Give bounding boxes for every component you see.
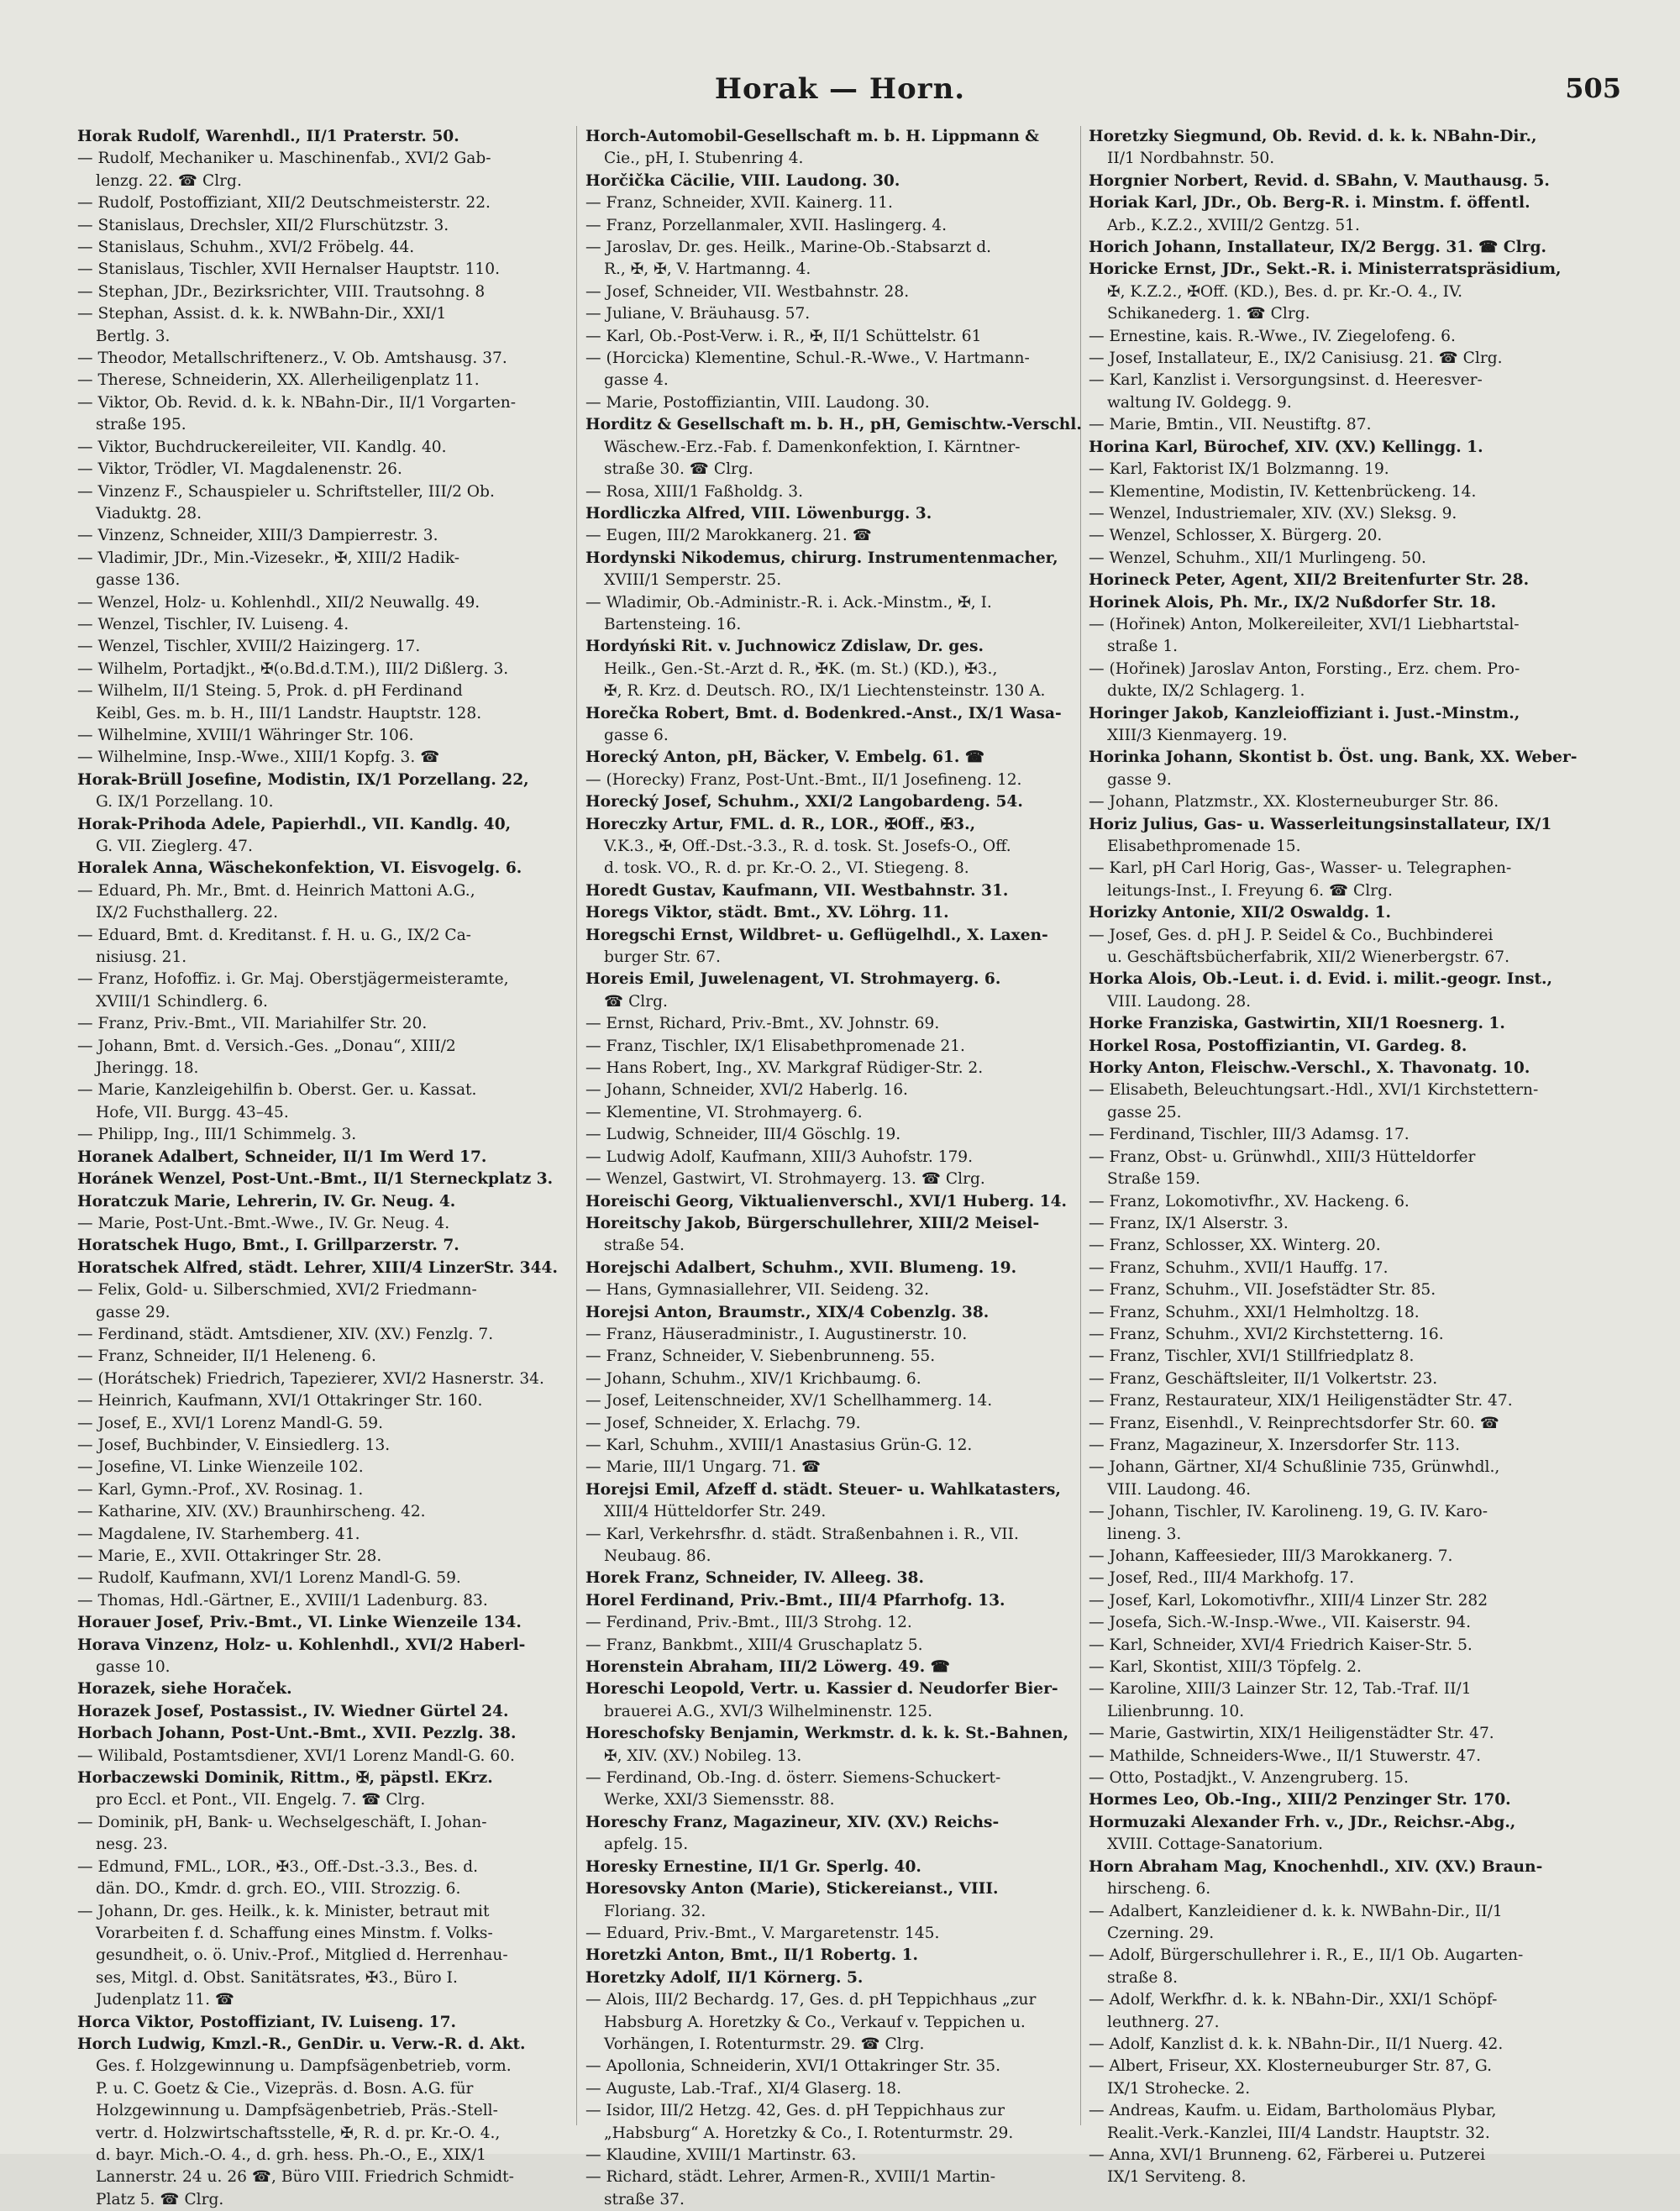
entry-heading: Horatschek Hugo, Bmt., I. Grillparzerstr. 7. (77, 1237, 459, 1255)
entry-continuation: straße 1. (1107, 638, 1179, 656)
entry-line: — Thomas, Hdl.-Gärtner, E., XVIII/1 Ladenburg. 83. (77, 1591, 488, 1610)
entry-line: — Franz, Geschäftsleiter, II/1 Volkertstr. 23. (1089, 1369, 1438, 1388)
entry-line: — Juliane, V. Bräuhausg. 57. (585, 305, 811, 323)
entry-continuation: gasse 4. (604, 371, 669, 390)
entry-line: — Adalbert, Kanzleidiener d. k. k. NWBahn-Dir., II/1 (1089, 1902, 1503, 1920)
entry-continuation: gasse 29. (96, 1303, 171, 1321)
entry-continuation: nesg. 23. (96, 1835, 168, 1854)
entry-continuation: V.K.3., ✠, Off.-Dst.-3.3., R. d. tosk. St. Josefs-O., Off. (604, 838, 1011, 855)
entry-line: — Ernst, Richard, Priv.-Bmt., XV. Johnstr. 69. (585, 1015, 940, 1033)
entry-continuation: Heilk., Gen.-St.-Arzt d. R., ✠K. (m. St.) (KD.), ✠3., (604, 659, 998, 678)
entry-line: — Philipp, Ing., III/1 Schimmelg. 3. (77, 1126, 357, 1144)
entry-line: — Stephan, JDr., Bezirksrichter, VIII. Trautsohng. 8 (77, 282, 486, 301)
entry-heading: Horinka Johann, Skontist b. Öst. ung. Bank, XX. Weber- (1089, 748, 1578, 767)
entry-heading: Horch Ludwig, Kmzl.-R., GenDir. u. Verw.-R. d. Akt. (77, 2035, 526, 2053)
entry-line: — Viktor, Buchdruckereileiter, VII. Kandlg. 40. (77, 438, 447, 456)
entry-continuation: Straße 159. (1107, 1170, 1200, 1189)
entry-line: — Ludwig Adolf, Kaufmann, XIII/3 Auhofstr. 179. (585, 1148, 974, 1166)
entry-line: — Adolf, Werkfhr. d. k. k. NBahn-Dir., XXI/1 Schöpf- (1089, 1991, 1498, 2009)
entry-line: — Vinzenz F., Schauspieler u. Schriftsteller, III/2 Ob. (77, 482, 495, 501)
running-head: Horak — Horn. (714, 72, 966, 106)
entry-heading: Hormes Leo, Ob.-Ing., XIII/2 Penzinger Str. 170. (1089, 1791, 1511, 1809)
entry-heading: Horeczky Artur, FML. d. R., LOR., ✠Off., ✠3., (585, 815, 976, 833)
entry-line: — Franz, Schneider, II/1 Heleneng. 6. (77, 1347, 376, 1366)
entry-line: — Marie, Bmtin., VII. Neustiftg. 87. (1089, 416, 1372, 434)
entry-heading: Horazek, siehe Horaček. (77, 1680, 292, 1699)
entry-continuation: gasse 6. (604, 726, 669, 744)
entry-line: — Franz, Eisenhdl., V. Reinprechtsdorfer Str. 60. ☎ (1089, 1414, 1499, 1432)
entry-heading: Horca Viktor, Postoffiziant, IV. Luiseng. 17. (77, 2013, 457, 2031)
entry-line: — Magdalene, IV. Starhemberg. 41. (77, 1525, 360, 1543)
entry-continuation: Vorhängen, I. Rotenturmstr. 29. ☎ Clrg. (604, 2035, 925, 2053)
entry-heading: Horanek Adalbert, Schneider, II/1 Im Werd 17. (77, 1148, 487, 1166)
entry-line: — Johann, Schneider, XVI/2 Haberlg. 16. (585, 1081, 908, 1100)
entry-line: — Josef, Installateur, E., IX/2 Canisiusg. 21. ☎ Clrg. (1089, 349, 1503, 368)
entry-line: — Katharine, XIV. (XV.) Braunhirscheng. 42. (77, 1503, 426, 1521)
entry-heading: Horgnier Norbert, Revid. d. SBahn, V. Mauthausg. 5. (1089, 171, 1550, 190)
entry-line: — Wladimir, Ob.-Administr.-R. i. Ack.-Minstm., ✠, I. (585, 593, 992, 612)
entry-continuation: hirscheng. 6. (1107, 1880, 1211, 1899)
entry-line: — Karl, Verkehrsfhr. d. städt. Straßenbahnen i. R., VII. (585, 1525, 1019, 1543)
entry-heading: Horejsi Emil, Afzeff d. städt. Steuer- u. Wahlkatasters, (585, 1480, 1061, 1499)
entry-line: — Franz, Schneider, XVII. Kainerg. 11. (585, 194, 893, 213)
entry-line: — Viktor, Trödler, VI. Magdalenenstr. 26. (77, 460, 402, 479)
entry-continuation: burger Str. 67. (604, 948, 721, 967)
entry-line: — Wenzel, Schlosser, X. Bürgerg. 20. (1089, 527, 1383, 545)
entry-continuation: Platz 5. ☎ Clrg. (96, 2190, 224, 2208)
entry-continuation: VIII. Laudong. 28. (1107, 992, 1252, 1011)
entry-line: — Wilhelm, Portadjkt., ✠(o.Bd.d.T.M.), III/2 Dißlerg. 3. (77, 659, 509, 678)
entry-line: — Stanislaus, Schuhm., XVI/2 Fröbelg. 44. (77, 239, 415, 257)
entry-line: — Vinzenz, Schneider, XIII/3 Dampierrestr. 3. (77, 527, 438, 545)
entry-line: — Rudolf, Kaufmann, XVI/1 Lorenz Mandl-G. 59. (77, 1569, 461, 1588)
entry-line: — Eduard, Bmt. d. Kreditanst. f. H. u. G., IX/2 Ca- (77, 926, 471, 944)
entry-heading: Horečka Robert, Bmt. d. Bodenkred.-Anst., IX/1 Wasa- (585, 704, 1062, 722)
entry-line: — Johann, Tischler, IV. Karolineng. 19, G. IV. Karo- (1089, 1503, 1488, 1521)
entry-line: — Ferdinand, Priv.-Bmt., III/3 Strohg. 12. (585, 1614, 912, 1632)
entry-line: — Marie, Gastwirtin, XIX/1 Heiligenstädter Str. 47. (1089, 1725, 1494, 1743)
entry-line: — Albert, Friseur, XX. Klosterneuburger Str. 87, G. (1089, 2057, 1493, 2076)
entry-line: — Karl, Kanzlist i. Versorgungsinst. d. Heeresver- (1089, 371, 1483, 390)
entry-continuation: Floriang. 32. (604, 1902, 706, 1920)
entry-line: — Marie, Post-Unt.-Bmt.-Wwe., IV. Gr. Neug. 4. (77, 1214, 450, 1232)
entry-heading: Horava Vinzenz, Holz- u. Kohlenhdl., XVI/2 Haberl- (77, 1636, 526, 1654)
entry-heading: Horeischi Georg, Viktualienverschl., XVI/1 Huberg. 14. (585, 1192, 1068, 1211)
entry-heading: Horka Alois, Ob.-Leut. i. d. Evid. i. milit.-geogr. Inst., (1089, 970, 1552, 989)
entry-continuation: dän. DO., Kmdr. d. grch. EO., VIII. Strozzig. 6. (96, 1880, 461, 1899)
entry-continuation: apfelg. 15. (604, 1835, 689, 1854)
entry-continuation: lineng. 3. (1107, 1525, 1182, 1543)
entry-line: — Auguste, Lab.-Traf., XI/4 Glaserg. 18. (585, 2079, 902, 2098)
entry-line: — Karl, pH Carl Horig, Gas-, Wasser- u. Telegraphen- (1089, 859, 1512, 878)
entry-continuation: Realit.-Verk.-Kanzlei, III/4 Landstr. Hauptstr. 32. (1107, 2124, 1490, 2142)
entry-line: — Richard, städt. Lehrer, Armen-R., XVIII/1 Martin- (585, 2168, 996, 2187)
entry-heading: Horauer Josef, Priv.-Bmt., VI. Linke Wienzeile 134. (77, 1614, 522, 1632)
entry-line: — Josef, Leitenschneider, XV/1 Schellhammerg. 14. (585, 1392, 993, 1410)
entry-line: — Klaudine, XVIII/1 Martinstr. 63. (585, 2145, 857, 2164)
entry-heading: Horiz Julius, Gas- u. Wasserleitungsinstallateur, IX/1 (1089, 815, 1552, 833)
entry-continuation: pro Eccl. et Pont., VII. Engelg. 7. ☎ Clrg. (96, 1791, 426, 1809)
entry-continuation: Hofe, VII. Burgg. 43–45. (96, 1103, 289, 1121)
entry-continuation: d. tosk. VO., R. d. pr. Kr.-O. 2., VI. Stiegeng. 8. (604, 859, 969, 878)
entry-heading: Horánek Wenzel, Post-Unt.-Bmt., II/1 Sterneckplatz 3. (77, 1170, 554, 1189)
entry-continuation: Holzgewinnung u. Dampfsägenbetrieb, Präs.-Stell- (96, 2102, 498, 2120)
entry-continuation: ✠, XIV. (XV.) Nobileg. 13. (604, 1746, 802, 1765)
entry-line: — Franz, Schuhm., VII. Josefstädter Str. 85. (1089, 1281, 1436, 1300)
entry-line: — Eduard, Ph. Mr., Bmt. d. Heinrich Mattoni A.G., (77, 881, 475, 900)
entry-line: — Rudolf, Mechaniker u. Maschinenfab., XVI/2 Gab- (77, 150, 491, 168)
entry-heading: Horineck Peter, Agent, XII/2 Breitenfurter Str. 28. (1089, 571, 1530, 590)
entry-continuation: Wäschew.-Erz.-Fab. f. Damenkonfektion, I. Kärntner- (604, 438, 1021, 456)
entry-heading: Horak-Prihoda Adele, Papierhdl., VII. Kandlg. 40, (77, 815, 512, 833)
entry-heading: Horinek Alois, Ph. Mr., IX/2 Nußdorfer Str. 18. (1089, 593, 1497, 612)
entry-line: — Franz, Schneider, V. Siebenbrunneng. 55. (585, 1347, 936, 1366)
entry-line: — Ludwig, Schneider, III/4 Göschlg. 19. (585, 1126, 901, 1144)
entry-line: — (Horecky) Franz, Post-Unt.-Bmt., II/1 Josefineng. 12. (585, 770, 1022, 789)
entry-continuation: brauerei A.G., XVI/3 Wilhelminenstr. 125. (604, 1702, 933, 1720)
entry-heading: Hormuzaki Alexander Frh. v., JDr., Reichsr.-Abg., (1089, 1813, 1516, 1831)
entry-line: — Franz, Schlosser, XX. Winterg. 20. (1089, 1237, 1381, 1255)
entry-line: — Franz, Häuseradministr., I. Augustinerstr. 10. (585, 1325, 968, 1343)
entry-continuation: Arb., K.Z.2., XVIII/2 Gentzg. 51. (1107, 216, 1360, 234)
entry-heading: Horinger Jakob, Kanzleioffiziant i. Just.-Minstm., (1089, 704, 1520, 722)
entry-heading: Horeschi Leopold, Vertr. u. Kassier d. Neudorfer Bier- (585, 1680, 1058, 1699)
entry-continuation: G. IX/1 Porzellang. 10. (96, 793, 274, 811)
entry-line: — Felix, Gold- u. Silberschmied, XVI/2 Friedmann- (77, 1281, 477, 1300)
entry-continuation: Bertlg. 3. (96, 327, 171, 345)
entry-line: — Josef, Schneider, VII. Westbahnstr. 28. (585, 282, 910, 301)
entry-heading: Horčička Cäcilie, VIII. Laudong. 30. (585, 171, 900, 190)
entry-line: — Theodor, Metallschriftenerz., V. Ob. Amtshausg. 37. (77, 349, 507, 368)
entry-line: — (Hořinek) Anton, Molkereileiter, XVI/1 Liebhartstal- (1089, 615, 1520, 633)
entry-line: — Heinrich, Kaufmann, XVI/1 Ottakringer Str. 160. (77, 1392, 483, 1410)
entry-line: — Wenzel, Tischler, IV. Luiseng. 4. (77, 615, 349, 633)
entry-continuation: Keibl, Ges. m. b. H., III/1 Landstr. Hauptstr. 128. (96, 704, 482, 722)
entry-continuation: ses, Mitgl. d. Obst. Sanitätsrates, ✠3., Büro I. (96, 1968, 458, 1987)
entry-line: — Wilhelmine, XVIII/1 Währinger Str. 106. (77, 726, 414, 744)
entry-heading: Horch-Automobil-Gesellschaft m. b. H. Lippmann & (585, 128, 1039, 145)
column-1 (77, 126, 590, 2208)
entry-line: — Eduard, Priv.-Bmt., V. Margaretenstr. 145. (585, 1924, 940, 1942)
entry-continuation: Viaduktg. 28. (96, 504, 202, 523)
entry-heading: Horecký Anton, pH, Bäcker, V. Embelg. 61. ☎ (585, 748, 984, 767)
entry-heading: Horich Johann, Installateur, IX/2 Bergg. 31. ☎ Clrg. (1089, 239, 1546, 257)
entry-continuation: Habsburg A. Horetzky & Co., Verkauf v. Teppichen u. (604, 2013, 1026, 2031)
entry-heading: Horetzki Anton, Bmt., II/1 Robertg. 1. (585, 1946, 918, 1965)
entry-continuation: u. Geschäftsbücherfabrik, XII/2 Wienerbergstr. 67. (1107, 948, 1509, 967)
entry-line: — Franz, Tischler, IX/1 Elisabethpromenade 21. (585, 1037, 965, 1055)
entry-heading: Hordynski Nikodemus, chirurg. Instrumentenmacher, (585, 549, 1058, 567)
entry-line: — Karl, Skontist, XIII/3 Töpfelg. 2. (1089, 1658, 1362, 1677)
entry-heading: Horak Rudolf, Warenhdl., II/1 Praterstr. 50. (77, 128, 459, 145)
entry-heading: Horegschi Ernst, Wildbret- u. Geflügelhdl., X. Laxen- (585, 926, 1048, 944)
entry-continuation: Bartensteing. 16. (604, 615, 742, 633)
page-header (59, 72, 1621, 114)
entry-line: — Josef, Ges. d. pH J. P. Seidel & Co., Buchbinderei (1089, 926, 1494, 944)
entry-line: — Alois, III/2 Bechardg. 17, Ges. d. pH Teppichhaus „zur (585, 1991, 1037, 2009)
entry-continuation: Lilienbrunng. 10. (1107, 1702, 1245, 1720)
entry-continuation: straße 54. (604, 1237, 685, 1255)
entry-line: — Otto, Postadjkt., V. Anzengruberg. 15. (1089, 1769, 1409, 1788)
entry-line: — Viktor, Ob. Revid. d. k. k. NBahn-Dir., II/1 Vorgarten- (77, 393, 516, 412)
entry-line: — Johann, Kaffeesieder, III/3 Marokkanerg. 7. (1089, 1547, 1453, 1565)
entry-line: — Isidor, III/2 Hetzg. 42, Ges. d. pH Teppichhaus zur (585, 2102, 1005, 2120)
entry-heading: Horiak Karl, JDr., Ob. Berg-R. i. Minstm. f. öffentl. (1089, 194, 1530, 213)
entry-continuation: gasse 25. (1107, 1103, 1182, 1121)
entry-line: — Franz, Tischler, XVI/1 Stillfriedplatz 8. (1089, 1347, 1415, 1366)
entry-line: — Ferdinand, Tischler, III/3 Adamsg. 17. (1089, 1126, 1410, 1144)
entry-line: — Franz, IX/1 Alserstr. 3. (1089, 1214, 1289, 1232)
entry-heading: Horedt Gustav, Kaufmann, VII. Westbahnstr. 31. (585, 881, 1009, 900)
entry-line: — Josef, E., XVI/1 Lorenz Mandl-G. 59. (77, 1414, 383, 1432)
entry-line: — Josef, Karl, Lokomotivfhr., XIII/4 Linzer Str. 282 (1089, 1591, 1488, 1610)
entry-continuation: Lannerstr. 24 u. 26 ☎, Büro VIII. Friedrich Schmidt- (96, 2168, 514, 2187)
entry-line: — Franz, Hofoffiz. i. Gr. Maj. Oberstjägermeisteramte, (77, 970, 509, 989)
entry-line: — Karl, Schuhm., XVIII/1 Anastasius Grün-G. 12. (585, 1436, 973, 1454)
entry-heading: Horak-Brüll Josefine, Modistin, IX/1 Porzellang. 22, (77, 770, 529, 789)
entry-line: — Franz, Bankbmt., XIII/4 Gruschaplatz 5. (585, 1636, 923, 1654)
entry-heading: Horina Karl, Bürochef, XIV. (XV.) Kellingg. 1. (1089, 438, 1483, 456)
entry-line: — (Hořinek) Jaroslav Anton, Forsting., Erz. chem. Pro- (1089, 659, 1520, 678)
entry-continuation: Judenplatz 11. ☎ (96, 1991, 235, 2009)
entry-line: — Elisabeth, Beleuchtungsart.-Hdl., XVI/1 Kirchstettern- (1089, 1081, 1539, 1100)
entry-line: — Josef, Schneider, X. Erlachg. 79. (585, 1414, 861, 1432)
entry-heading: Horazek Josef, Postassist., IV. Wiedner Gürtel 24. (77, 1702, 509, 1720)
entry-heading: Horeschofsky Benjamin, Werkmstr. d. k. k. St.-Bahnen, (585, 1725, 1069, 1743)
entry-continuation: gasse 10. (96, 1658, 171, 1677)
entry-continuation: Vorarbeiten f. d. Schaffung eines Minstm. f. Volks- (96, 1924, 493, 1942)
entry-continuation: dukte, IX/2 Schlagerg. 1. (1107, 682, 1305, 701)
entry-line: — Wenzel, Holz- u. Kohlenhdl., XII/2 Neuwallg. 49. (77, 593, 480, 612)
entry-line: — Eugen, III/2 Marokkanerg. 21. ☎ (585, 527, 872, 545)
entry-heading: Horeschy Franz, Magazineur, XIV. (XV.) Reichs- (585, 1813, 1000, 1831)
entry-heading: Hordyński Rit. v. Juchnowicz Zdislaw, Dr. ges. (585, 638, 984, 656)
entry-line: — Dominik, pH, Bank- u. Wechselgeschäft, I. Johan- (77, 1813, 487, 1831)
entry-line: — Josef, Red., III/4 Markhofg. 17. (1089, 1569, 1355, 1588)
entry-line: — Johann, Gärtner, XI/4 Schußlinie 735, Grünwhdl., (1089, 1458, 1500, 1477)
entry-heading: Horalek Anna, Wäschekonfektion, VI. Eisvogelg. 6. (77, 859, 522, 878)
entry-heading: Horetzky Siegmund, Ob. Revid. d. k. k. NBahn-Dir., (1089, 128, 1537, 145)
entry-continuation: IX/1 Serviteng. 8. (1107, 2168, 1247, 2187)
entry-line: — Franz, Schuhm., XXI/1 Helmholtzg. 18. (1089, 1303, 1420, 1321)
page-number: 505 (1565, 72, 1621, 104)
entry-continuation: ✠, K.Z.2., ✠Off. (KD.), Bes. d. pr. Kr.-O. 4., IV. (1107, 282, 1463, 301)
entry-line: — Karl, Faktorist IX/1 Bolzmanng. 19. (1089, 460, 1389, 479)
entry-line: — Vladimir, JDr., Min.-Vizesekr., ✠, XIII/2 Hadik- (77, 549, 460, 567)
entry-heading: Horky Anton, Fleischw.-Verschl., X. Thavonatg. 10. (1089, 1059, 1530, 1078)
entry-line: — Klementine, VI. Strohmayerg. 6. (585, 1103, 863, 1121)
entry-heading: Horesovsky Anton (Marie), Stickereianst., VIII. (585, 1880, 999, 1899)
entry-line: — Josefa, Sich.-W.-Insp.-Wwe., VII. Kaiserstr. 94. (1089, 1614, 1472, 1632)
entry-line: — Johann, Platzmstr., XX. Klosterneuburger Str. 86. (1089, 793, 1499, 811)
entry-heading: Horn Abraham Mag, Knochenhdl., XIV. (XV.) Braun- (1089, 1857, 1543, 1876)
entry-continuation: gasse 9. (1107, 770, 1172, 789)
entry-heading: Horditz & Gesellschaft m. b. H., pH, Gemischtw.-Verschl. (585, 416, 1082, 434)
entry-continuation: gesundheit, o. ö. Univ.-Prof., Mitglied d. Herrenhau- (96, 1946, 508, 1965)
entry-continuation: „Habsburg“ A. Horetzky & Co., I. Rotenturmstr. 29. (604, 2124, 1014, 2142)
entry-continuation: XIII/4 Hütteldorfer Str. 249. (604, 1503, 827, 1521)
entry-line: — Wilhelm, II/1 Steing. 5, Prok. d. pH Ferdinand (77, 682, 463, 701)
entry-heading: Horeitschy Jakob, Bürgerschullehrer, XIII/2 Meisel- (585, 1214, 1040, 1232)
entry-line: — Karl, Schneider, XVI/4 Friedrich Kaiser-Str. 5. (1089, 1636, 1473, 1654)
entry-line: — Franz, Magazineur, X. Inzersdorfer Str. 113. (1089, 1436, 1460, 1454)
entry-heading: Horeis Emil, Juwelenagent, VI. Strohmayerg. 6. (585, 970, 1001, 989)
entry-continuation: Czerning. 29. (1107, 1924, 1215, 1942)
entry-continuation: straße 8. (1107, 1968, 1179, 1987)
entry-continuation: IX/1 Strohecke. 2. (1107, 2079, 1251, 2098)
entry-line: — Rudolf, Postoffiziant, XII/2 Deutschmeisterstr. 22. (77, 194, 491, 213)
entry-continuation: R., ✠, ✠, V. Hartmanng. 4. (604, 260, 811, 279)
entry-line: — Stephan, Assist. d. k. k. NWBahn-Dir., XXI/1 (77, 305, 447, 323)
entry-heading: Horek Franz, Schneider, IV. Alleeg. 38. (585, 1569, 924, 1588)
entry-continuation: Jheringg. 18. (96, 1059, 199, 1078)
entry-continuation: straße 37. (604, 2190, 685, 2208)
entry-heading: Horizky Antonie, XII/2 Oswaldg. 1. (1089, 904, 1392, 922)
entry-line: — Franz, Priv.-Bmt., VII. Mariahilfer Str. 20. (77, 1015, 428, 1033)
entry-line: — Hans, Gymnasiallehrer, VII. Seideng. 32. (585, 1281, 929, 1300)
entry-line: — Franz, Obst- u. Grünwhdl., XIII/3 Hütteldorfer (1089, 1148, 1476, 1166)
entry-heading: Horel Ferdinand, Priv.-Bmt., III/4 Pfarrhofg. 13. (585, 1591, 1005, 1610)
entry-continuation: P. u. C. Goetz & Cie., Vizepräs. d. Bosn. A.G. für (96, 2079, 474, 2098)
entry-heading: Horkel Rosa, Postoffiziantin, VI. Gardeg. 8. (1089, 1037, 1467, 1055)
column-3 (1089, 126, 1616, 2187)
entry-line: — Franz, Lokomotivfhr., XV. Hackeng. 6. (1089, 1192, 1410, 1211)
entry-heading: Horejschi Adalbert, Schuhm., XVII. Blumeng. 19. (585, 1258, 1017, 1277)
entry-line: — Wenzel, Industriemaler, XIV. (XV.) Sleksg. 9. (1089, 504, 1457, 523)
entry-heading: Horbach Johann, Post-Unt.-Bmt., XVII. Pezzlg. 38. (77, 1725, 517, 1743)
entry-heading: Horke Franziska, Gastwirtin, XII/1 Roesnerg. 1. (1089, 1015, 1505, 1033)
entry-continuation: leuthnerg. 27. (1107, 2013, 1220, 2031)
entry-line: — Ferdinand, städt. Amtsdiener, XIV. (XV.) Fenzlg. 7. (77, 1325, 494, 1343)
entry-line: — Johann, Dr. ges. Heilk., k. k. Minister, betraut mit (77, 1902, 490, 1920)
entry-line: — Wenzel, Schuhm., XII/1 Murlingeng. 50. (1089, 549, 1426, 567)
entry-heading: Horejsi Anton, Braumstr., XIX/4 Cobenzlg. 38. (585, 1303, 990, 1321)
entry-line: — Karl, Ob.-Post-Verw. i. R., ✠, II/1 Schüttelstr. 61 (585, 327, 982, 345)
entry-line: — Jaroslav, Dr. ges. Heilk., Marine-Ob.-Stabsarzt d. (585, 239, 992, 257)
entry-line: — Marie, Postoffiziantin, VIII. Laudong. 30. (585, 393, 930, 412)
entry-line: — Johann, Schuhm., XIV/1 Krichbaumg. 6. (585, 1369, 921, 1388)
entry-line: — Adolf, Bürgerschullehrer i. R., E., II/1 Ob. Augarten- (1089, 1946, 1524, 1965)
entry-line: — Stanislaus, Tischler, XVII Hernalser Hauptstr. 110. (77, 260, 500, 279)
entry-continuation: Neubaug. 86. (604, 1547, 711, 1565)
entry-line: — Karl, Gymn.-Prof., XV. Rosinag. 1. (77, 1480, 364, 1499)
entry-line: — Franz, Schuhm., XVI/2 Kirchstetterng. 16. (1089, 1325, 1444, 1343)
entry-line: — Klementine, Modistin, IV. Kettenbrückeng. 14. (1089, 482, 1477, 501)
entry-continuation: XIII/3 Kienmayerg. 19. (1107, 726, 1288, 744)
entry-continuation: XVIII/1 Schindlerg. 6. (96, 992, 268, 1011)
entry-continuation: Schikanederg. 1. ☎ Clrg. (1107, 305, 1310, 323)
entry-continuation: XVIII. Cottage-Sanatorium. (1107, 1835, 1324, 1854)
entry-heading: Horegs Viktor, städt. Bmt., XV. Löhrg. 11. (585, 904, 949, 922)
entry-continuation: Ges. f. Holzgewinnung u. Dampfsägenbetrieb, vorm. (96, 2057, 512, 2076)
entry-heading: Horbaczewski Dominik, Rittm., ✠, päpstl. EKrz. (77, 1769, 493, 1788)
entry-line: — Rosa, XIII/1 Faßholdg. 3. (585, 482, 804, 501)
entry-continuation: ✠, R. Krz. d. Deutsch. RO., IX/1 Liechtensteinstr. 130 A. (604, 682, 1046, 701)
entry-line: — Franz, Schuhm., XVII/1 Hauffg. 17. (1089, 1258, 1389, 1277)
entry-continuation: d. bayr. Mich.-O. 4., d. grh. hess. Ph.-O., E., XIX/1 (96, 2145, 486, 2164)
entry-continuation: leitungs-Inst., I. Freyung 6. ☎ Clrg. (1107, 881, 1393, 900)
entry-continuation: IX/2 Fuchsthallerg. 22. (96, 904, 279, 922)
entry-continuation: Cie., pH, I. Stubenring 4. (604, 150, 804, 168)
entry-continuation: straße 30. ☎ Clrg. (604, 460, 753, 479)
entry-heading: Hordliczka Alfred, VIII. Löwenburgg. 3. (585, 504, 932, 523)
entry-line: — (Horátschek) Friedrich, Tapezierer, XVI/2 Hasnerstr. 34. (77, 1369, 544, 1388)
entry-continuation: G. VII. Zieglerg. 47. (96, 838, 253, 855)
entry-heading: Horetzky Adolf, II/1 Körnerg. 5. (585, 1968, 864, 1987)
entry-line: — Andreas, Kaufm. u. Eidam, Bartholomäus Plybar, (1089, 2102, 1497, 2120)
entry-line: — Mathilde, Schneiders-Wwe., II/1 Stuwerstr. 47. (1089, 1746, 1482, 1765)
entry-line: — Hans Robert, Ing., XV. Markgraf Rüdiger-Str. 2. (585, 1059, 984, 1078)
column-2 (585, 126, 1098, 2208)
entry-line: — Karoline, XIII/3 Lainzer Str. 12, Tab.-Traf. II/1 (1089, 1680, 1472, 1699)
entry-heading: Horatschek Alfred, städt. Lehrer, XIII/4 LinzerStr. 344. (77, 1258, 558, 1277)
entry-line: — Stanislaus, Drechsler, XII/2 Flurschützstr. 3. (77, 216, 449, 234)
entry-continuation: Elisabethpromenade 15. (1107, 838, 1301, 855)
entry-continuation: waltung IV. Goldegg. 9. (1107, 393, 1292, 412)
entry-line: — Ferdinand, Ob.-Ing. d. österr. Siemens-Schuckert- (585, 1769, 1001, 1788)
entry-line: — Marie, E., XVII. Ottakringer Str. 28. (77, 1547, 382, 1565)
entry-line: — (Horcicka) Klementine, Schul.-R.-Wwe., V. Hartmann- (585, 349, 1030, 368)
entry-continuation: II/1 Nordbahnstr. 50. (1107, 150, 1275, 168)
entry-line: — Johann, Bmt. d. Versich.-Ges. „Donau“, XIII/2 (77, 1037, 456, 1055)
entry-continuation: XVIII/1 Semperstr. 25. (604, 571, 782, 590)
entry-line: — Franz, Restaurateur, XIX/1 Heiligenstädter Str. 47. (1089, 1392, 1513, 1410)
entry-line: — Wilhelmine, Insp.-Wwe., XIII/1 Kopfg. 3. ☎ (77, 748, 440, 767)
entry-heading: Horenstein Abraham, III/2 Löwerg. 49. ☎ (585, 1658, 950, 1677)
entry-line: — Marie, III/1 Ungarg. 71. ☎ (585, 1458, 822, 1477)
entry-heading: Horecký Josef, Schuhm., XXI/2 Langobardeng. 54. (585, 793, 1023, 811)
entry-line: — Edmund, FML., LOR., ✠3., Off.-Dst.-3.3., Bes. d. (77, 1857, 479, 1876)
entry-line: — Therese, Schneiderin, XX. Allerheiligenplatz 11. (77, 371, 480, 390)
entry-heading: Horicke Ernst, JDr., Sekt.-R. i. Ministerratspräsidium, (1089, 260, 1562, 279)
entry-line: — Franz, Porzellanmaler, XVII. Haslingerg. 4. (585, 216, 948, 234)
entry-continuation: Werke, XXI/3 Siemensstr. 88. (604, 1791, 835, 1809)
entry-line: — Wenzel, Tischler, XVIII/2 Haizingerg. 17. (77, 638, 421, 656)
entry-line: — Apollonia, Schneiderin, XVI/1 Ottakringer Str. 35. (585, 2057, 1001, 2076)
entry-line: — Anna, XVI/1 Brunneng. 62, Färberei u. Putzerei (1089, 2145, 1486, 2164)
entry-continuation: vertr. d. Holzwirtschaftsstelle, ✠, R. d. pr. Kr.-O. 4., (96, 2124, 501, 2142)
entry-line: — Josef, Buchbinder, V. Einsiedlerg. 13. (77, 1436, 391, 1454)
entry-line: — Wilibald, Postamtsdiener, XVI/1 Lorenz Mandl-G. 60. (77, 1746, 515, 1765)
entry-line: — Adolf, Kanzlist d. k. k. NBahn-Dir., II/1 Nuerg. 42. (1089, 2035, 1504, 2053)
entry-heading: Horesky Ernestine, II/1 Gr. Sperlg. 40. (585, 1857, 921, 1876)
entry-continuation: straße 195. (96, 416, 186, 434)
entry-continuation: gasse 136. (96, 571, 181, 590)
entry-continuation: VIII. Laudong. 46. (1107, 1480, 1252, 1499)
entry-line: — Wenzel, Gastwirt, VI. Strohmayerg. 13. ☎ Clrg. (585, 1170, 985, 1189)
entry-heading: Horatczuk Marie, Lehrerin, IV. Gr. Neug. 4. (77, 1192, 456, 1211)
entry-line: — Josefine, VI. Linke Wienzeile 102. (77, 1458, 364, 1477)
entry-line: — Ernestine, kais. R.-Wwe., IV. Ziegelofeng. 6. (1089, 327, 1456, 345)
entry-continuation: ☎ Clrg. (604, 992, 668, 1011)
entry-continuation: lenzg. 22. ☎ Clrg. (96, 171, 242, 190)
entry-line: — Marie, Kanzleigehilfin b. Oberst. Ger. u. Kassat. (77, 1081, 477, 1100)
entry-continuation: nisiusg. 21. (96, 948, 187, 967)
